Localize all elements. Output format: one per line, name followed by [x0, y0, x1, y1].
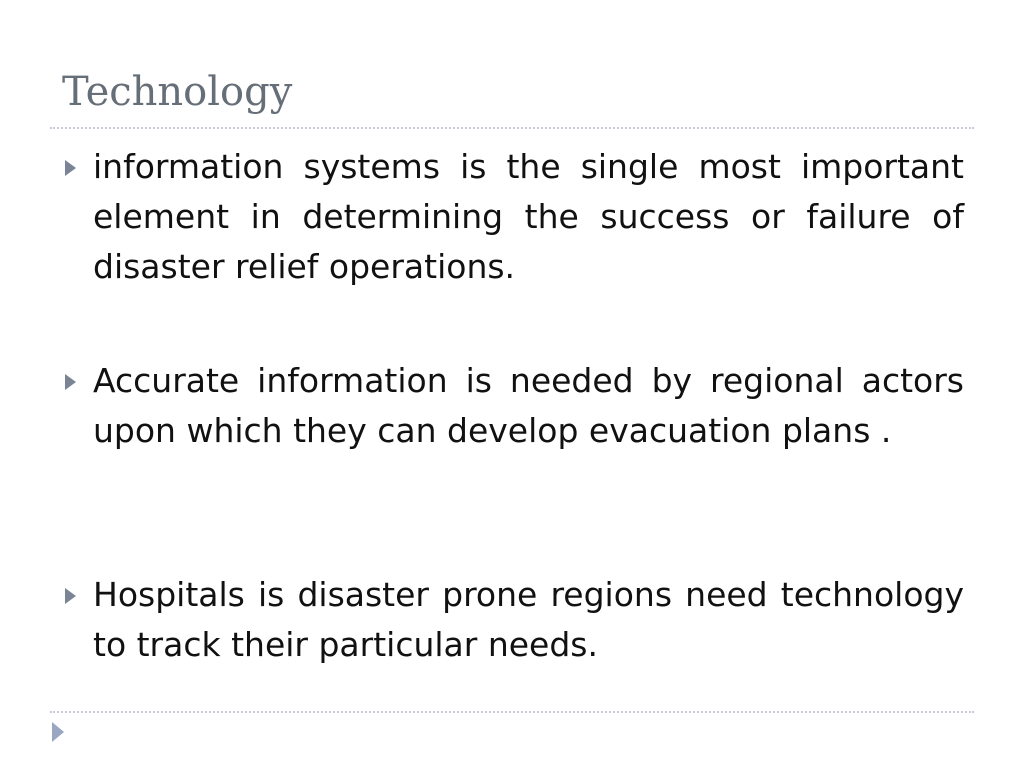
title-divider: [50, 127, 974, 129]
bullet-text: Accurate information is needed by regional actors upon which they can develop evacuation plans .: [93, 361, 964, 450]
bullet-text: Hospitals is disaster prone regions need technology to track their particular needs.: [93, 575, 964, 664]
footer-divider: [50, 711, 974, 713]
slide-title: Technology: [62, 69, 293, 115]
bullet-triangle-icon: [65, 588, 76, 604]
bullet-triangle-icon: [65, 160, 76, 176]
bullet-text: information systems is the single most important element in determining the success or failure of disaster relief operations.: [93, 147, 964, 286]
footer-triangle-icon: [52, 722, 64, 742]
bullet-triangle-icon: [65, 374, 76, 390]
